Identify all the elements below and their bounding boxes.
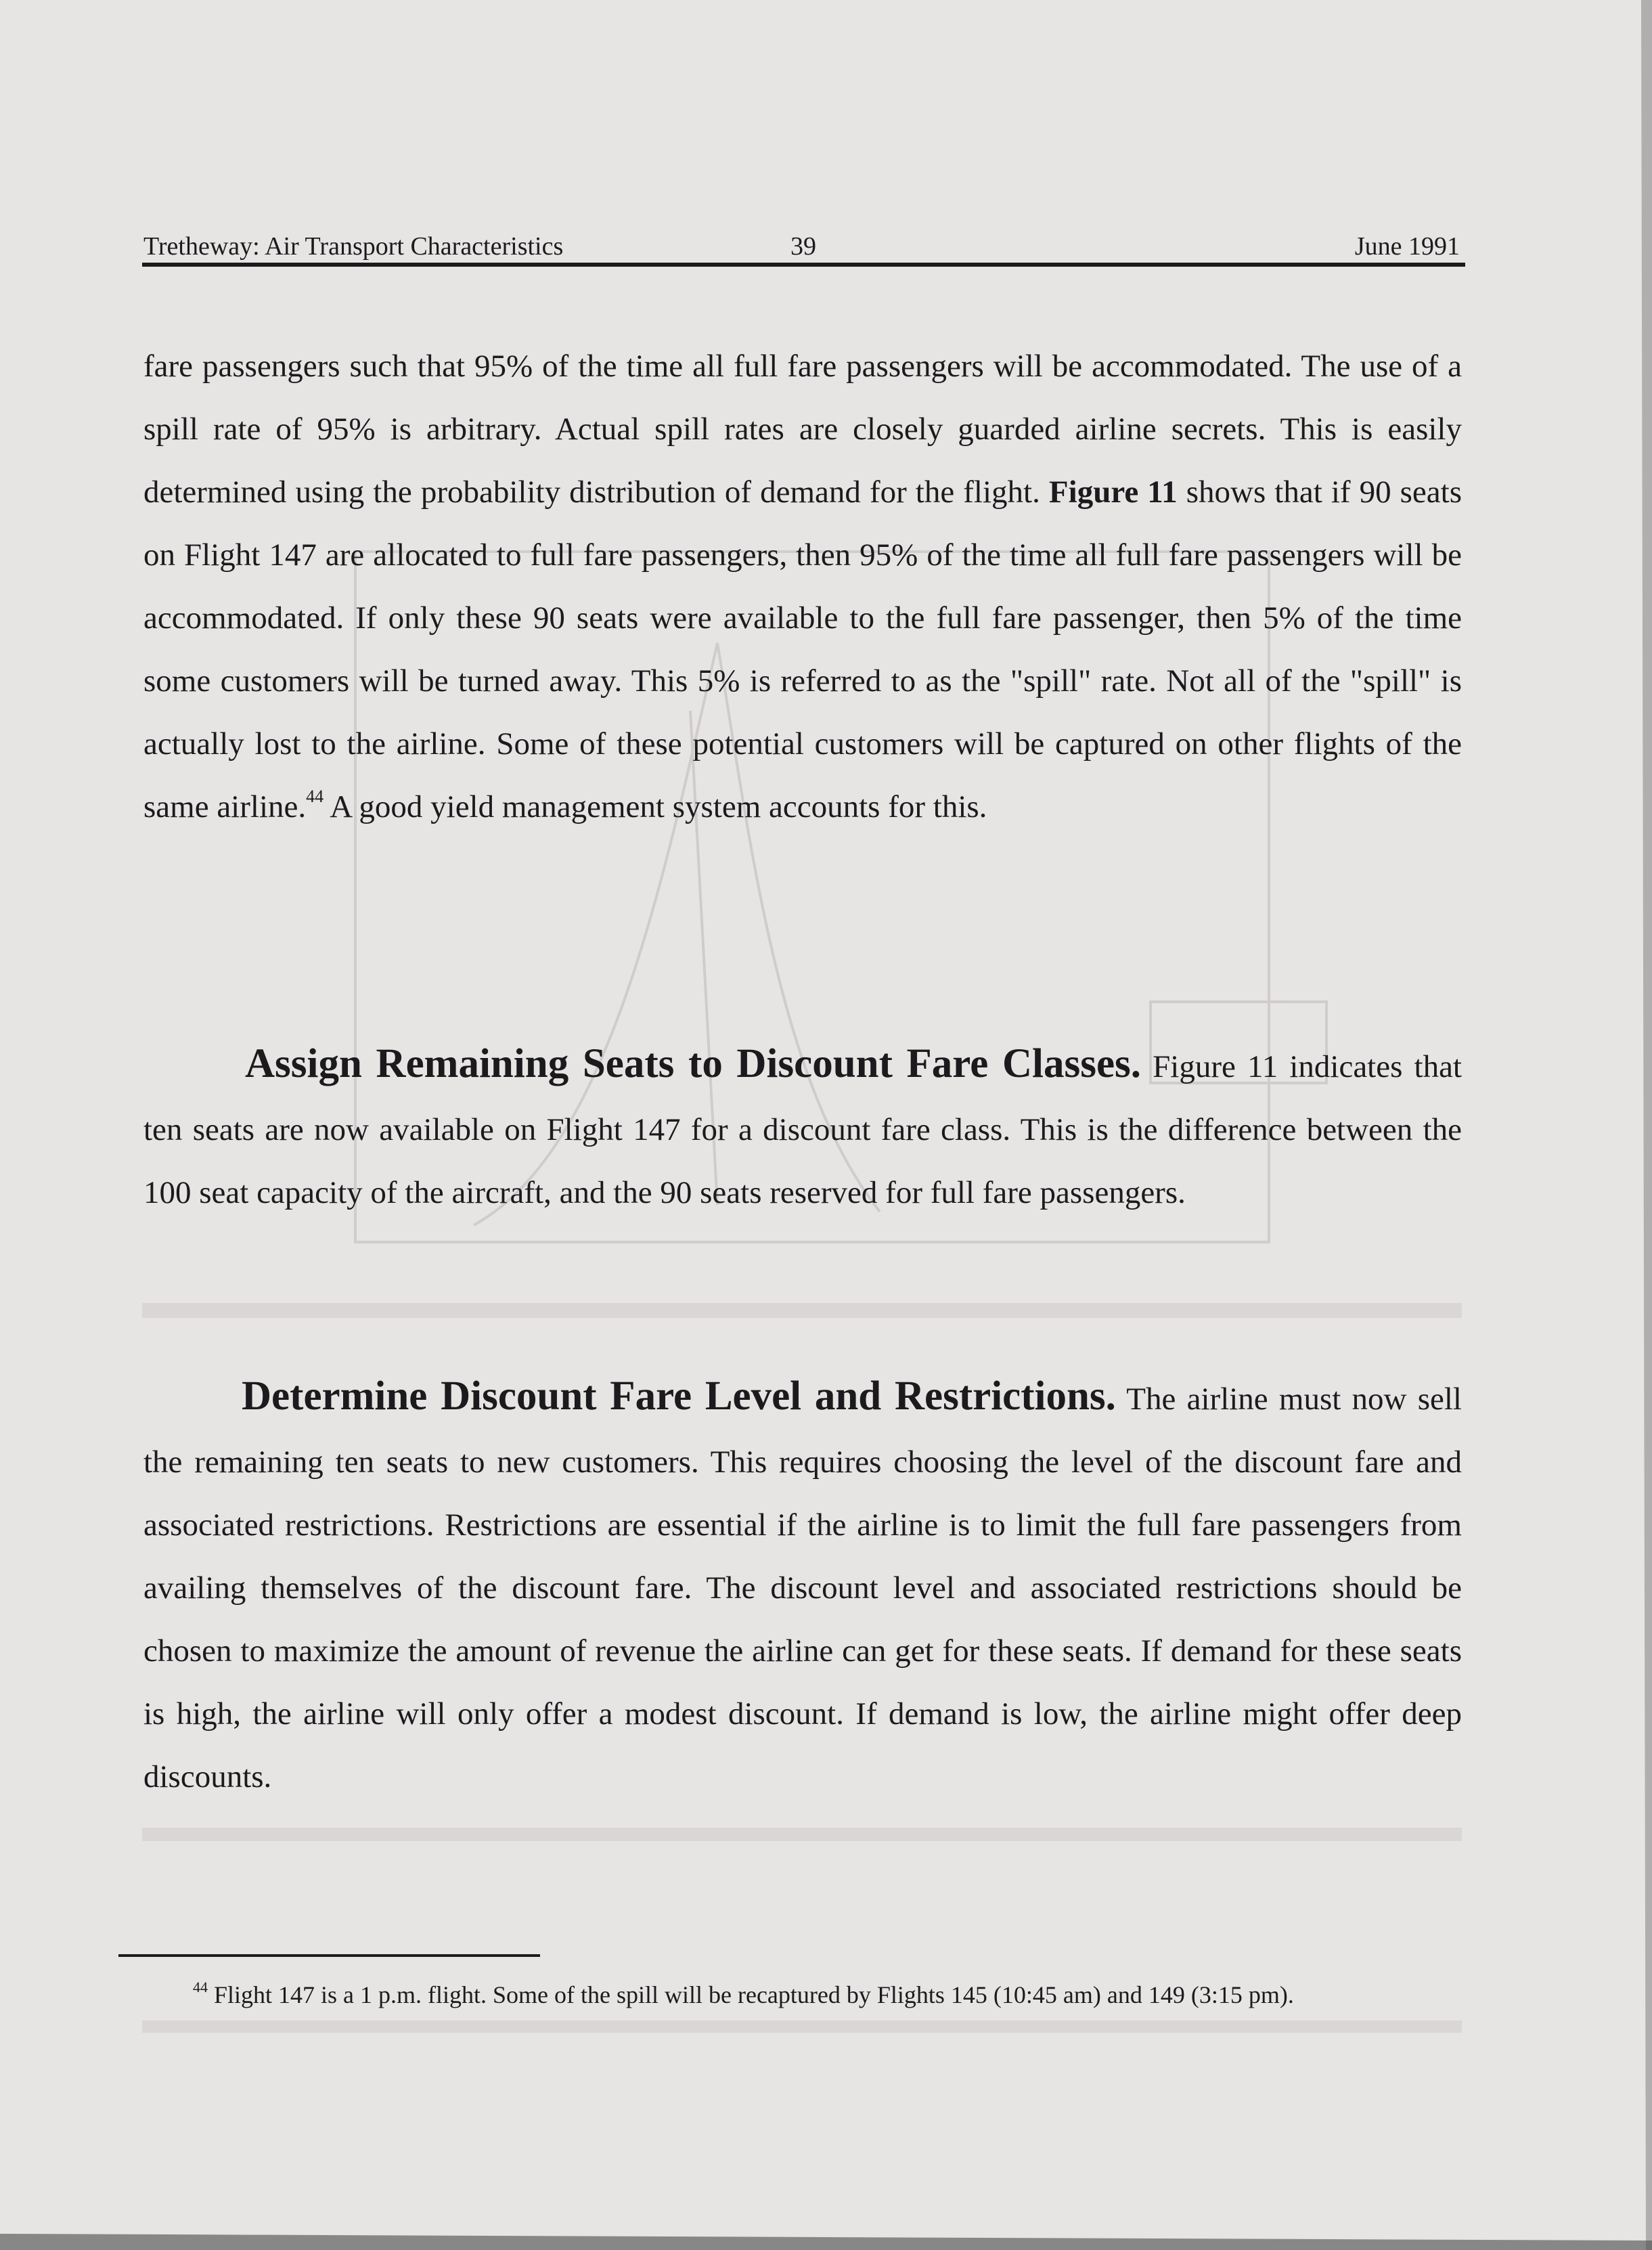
footnote	[118, 1978, 1465, 2012]
paragraph-text: shows that if 90 seats on Flight 147 are allocated to full fare passengers, then 95% of the time all full fare passengers will be accommodated. If only these 90 seats were available to the full fare passenger, then 5% of the time some customers will be turned away. This 5% is referred to as the "spill" rate. Not all of the "spill" is actually lost to the airline. Some of these potential customers will be captured on other flights of the same airline.	[143, 475, 1463, 824]
section-heading: Assign Remaining Seats to Discount Fare Classes.	[245, 1041, 1142, 1086]
paragraph-assign-seats	[143, 1032, 1462, 1225]
paragraph-spill-rate	[143, 335, 1462, 839]
footnote-separator	[118, 1954, 540, 1957]
paragraph-text: Figure 11 indicates that ten seats are now available on Flight 147 for a discount fare class. This is the difference between the 100 seat capacity of the aircraft, and the 90 seats reserved for full fare passengers.	[143, 1049, 1462, 1210]
header-rule	[142, 263, 1465, 267]
footnote-number: 44	[193, 1979, 208, 1995]
section-heading: Determine Discount Fare Level and Restrictions.	[242, 1373, 1116, 1419]
paragraph-text: The airline must now sell the remaining ten seats to new customers. This requires choosing the level of the discount fare and associated restrictions. Restrictions are essential if the airline is to limit the full fare passengers from availing themselves of the discount fare. The discount level and associated restrictions should be chosen to maximize the amount of revenue the airline can get for these seats. If demand for these seats is high, the airline will only offer a modest discount. If demand is low, the airline might offer deep discounts.	[143, 1382, 1462, 1794]
paragraph-text: fare passengers such that 95% of the time all full fare passengers will be accommodated. The use of a spill rate of 95% is arbitrary. Actual spill rates are closely guarded airline secrets. This is easily determined using the probability distribution of demand for the flight.	[143, 349, 1462, 510]
paragraph-text: A good yield management system accounts for this.	[323, 789, 987, 824]
footnote-marker: 44	[306, 787, 324, 806]
figure-reference: Figure 11	[1048, 475, 1178, 510]
header-date: June 1991	[1354, 232, 1460, 261]
header-title: Tretheway: Air Transport Characteristics	[143, 232, 564, 261]
page-number: 39	[790, 232, 816, 261]
footnote-text: Flight 147 is a 1 p.m. flight. Some of the spill will be recaptured by Flights 145 (10:45 am) and 149 (3:15 pm).	[208, 1981, 1294, 2008]
paragraph-discount-fare	[143, 1365, 1462, 1809]
